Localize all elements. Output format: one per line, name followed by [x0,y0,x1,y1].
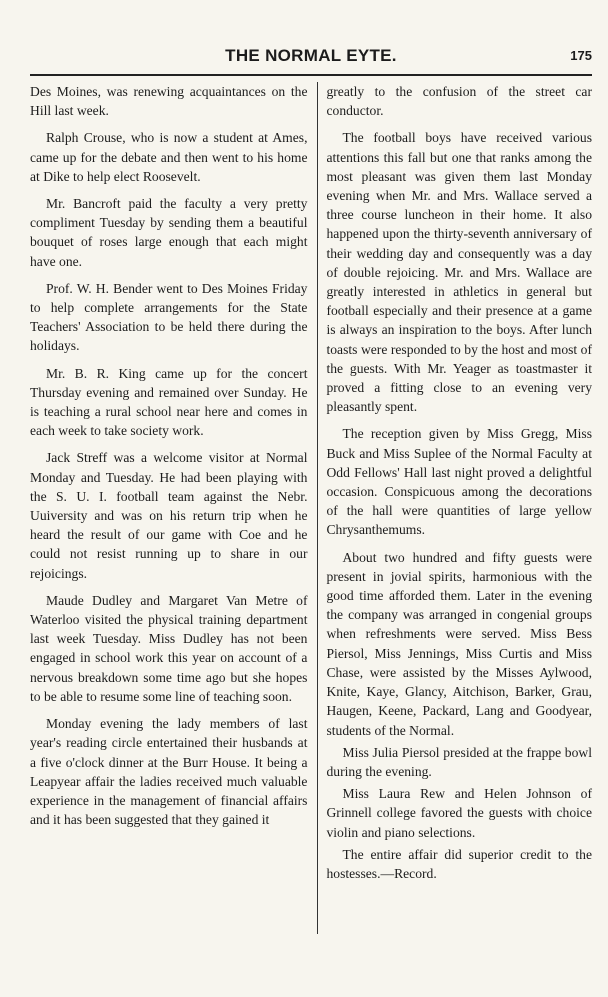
paragraph: greatly to the confusion of the street car conductor. [326,84,592,119]
paragraph: Des Moines, was renewing acquaintances on the Hill last week. [30,84,308,119]
paragraph: Maude Dudley and Margaret Van Metre of Waterloo visited the physical training department last week Tuesday. Miss Dudley has not been engaged in school work this year on account of a nervous breakdown some time ago but she hopes to be able to resume some line of teaching soon. [30,592,308,704]
paragraph: About two hundred and fifty guests were present in jovial spirits, harmonious with the good time afforded them. Later in the evening the company was arranged in congenial groups when refreshments were served. Miss Bess Piersol, Miss Jennings, Miss Curtis and Miss Chase, were assisted by the Misses Aylwood, Knite, Kaye, Glancy, Aitchison, Barker, Grau, Haugen, Keene, Packard, Lang and Goodyear, students of the Normal. [326,549,592,738]
paragraph: Mr. B. R. King came up for the concert Thursday evening and remained over Sunday. He is teaching a rural school near here and comes in each week to take society work. [30,365,308,439]
page-number: 175 [570,48,592,63]
paragraph: Miss Julia Piersol presided at the frappe bowl during the evening. [326,744,592,779]
article-columns [30,82,592,997]
column-divider [317,82,318,934]
page-header [30,0,592,76]
paragraph: The entire affair did superior credit to the hostesses.—Record. [326,846,592,881]
paragraph: Jack Streff was a welcome visitor at Normal Monday and Tuesday. He had been playing with the S. U. I. football team against the Nebr. Uuiversity and was on his return trip when he heard the result of our game with Coe and he could not resist running up to share in our rejoicings. [30,450,308,581]
left-column [30,82,307,997]
paragraph: Prof. W. H. Bender went to Des Moines Friday to help complete arrangements for the State Teachers' Association to be held there during the holidays. [30,280,308,354]
paragraph: Ralph Crouse, who is now a student at Ames, came up for the debate and then went to his home at Dike to help elect Roosevelt. [30,130,308,184]
paragraph: The football boys have received various attentions this fall but one that ranks among the most pleasant was given them last Monday evening when Mr. and Mrs. Wallace served a three course luncheon in their home. It also happened upon the thirty-seventh anniversary of their wedding day and consequently was a day of double rejoicing. Mr. and Mrs. Wallace are greatly interested in athletics in general but football especially and their presence at a game is always an inspiration to the boys. After lunch toasts were responded to by the host and most of the guests. With Mr. Yeager as toastmaster it proved a fitting close to an evening very pleasantly spent. [326,130,592,415]
paragraph: Monday evening the lady members of last year's reading circle entertained their husbands at a five o'clock dinner at the Burr House. It being a Leapyear affair the ladies received much valuable experience in the management of financial affairs and it has been suggested that they gained it [30,716,308,828]
paragraph: Mr. Bancroft paid the faculty a very pretty compliment Tuesday by sending them a beautiful bouquet of roses large enough that each might have one. [30,196,308,269]
header-rule [30,74,592,76]
right-column [326,82,592,997]
paragraph: The reception given by Miss Gregg, Miss Buck and Miss Suplee of the Normal Faculty at Odd Fellows' Hall last night proved a delightful occasion. Conspicuous among the decorations of the hall were quantities of large yellow Chrysanthemums. [326,426,592,538]
paragraph: Miss Laura Rew and Helen Johnson of Grinnell college favored the guests with choice violin and piano selections. [326,786,592,840]
publication-title: THE NORMAL EYTE. [225,46,397,65]
